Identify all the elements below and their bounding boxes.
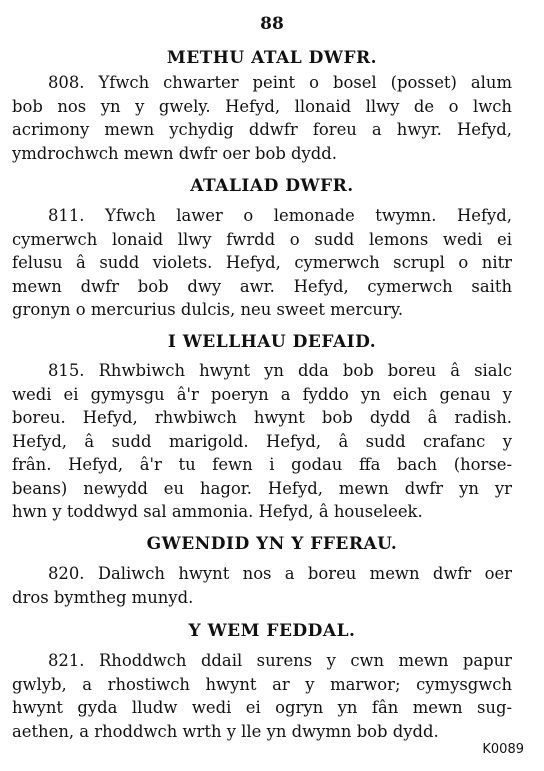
paragraph-821 (12, 649, 512, 743)
paragraph-808 (12, 71, 512, 165)
section-heading-gwendid-yn-y-fferau: GWENDID YN Y FFERAU. (146, 534, 398, 554)
paragraph-line: cymerwch lonaid llwy fwrdd o sudd lemons wedi ei (12, 229, 512, 249)
paragraph-line: boreu. Hefyd, rhwbiwch hwynt bob dydd â radish. (12, 408, 512, 427)
paragraph-line: 808. Yfwch chwarter peint o bosel (posset) alum (48, 73, 512, 92)
section-heading-i-wellhau-defaid: I WELLHAU DEFAID. (167, 332, 377, 352)
paragraph-815 (12, 359, 512, 524)
paragraph-line: mewn dwfr bob dwy awr. Hefyd, cymerwch saith (12, 276, 512, 296)
paragraph-811 (12, 204, 512, 322)
paragraph-line: 820. Daliwch hwynt nos a boreu mewn dwfr oer (48, 564, 512, 583)
paragraph-line: 815. Rhwbiwch hwynt yn dda bob boreu â sialc (48, 361, 512, 380)
paragraph-line: wedi ei gymysgu â'r poeryn a fyddo yn eich genau y (12, 384, 512, 404)
paragraph-820 (12, 562, 512, 609)
paragraph-line: gwlyb, a rhostiwch hwynt ar y marwor; cymysgwch (12, 674, 512, 694)
paragraph-line: Hefyd, â sudd marigold. Hefyd, â sudd crafanc y (12, 431, 512, 451)
section-heading-ataliad-dwfr: ATALIAD DWFR. (190, 176, 354, 196)
paragraph-line: acrimony mewn ychydig ddwfr foreu a hwyr. Hefyd, (12, 120, 512, 139)
paragraph-line: bob nos yn y gwely. Hefyd, llonaid llwy de o lwch (12, 96, 512, 116)
paragraph-line: aethen, a rhoddwch wrth y lle yn dwymn bob dydd. (12, 721, 439, 741)
paragraph-line: hwn y toddwyd sal ammonia. Hefyd, â houseleek. (12, 502, 423, 521)
paragraph-line: gronyn o mercurius dulcis, neu sweet mercury. (12, 300, 404, 319)
paragraph-line: frân. Hefyd, â'r tu fewn i godau ffa bach (horse- (12, 455, 512, 474)
catalog-code: K0089 (482, 742, 524, 757)
paragraph-line: 821. Rhoddwch ddail surens y cwn mewn papur (48, 651, 512, 670)
paragraph-line: hwynt gyda lludw wedi ei ogryn yn fân mewn sug- (12, 698, 512, 717)
paragraph-line: beans) newydd eu hagor. Hefyd, mewn dwfr yn yr (12, 478, 512, 498)
paragraph-line: 811. Yfwch lawer o lemonade twymn. Hefyd, (48, 206, 512, 225)
paragraph-line: felusu â sudd violets. Hefyd, cymerwch scrupl o nitr (12, 253, 512, 272)
section-heading-methu-atal-dwfr: METHU ATAL DWFR. (166, 48, 378, 68)
section-heading-y-wem-feddal: Y WEM FEDDAL. (188, 621, 356, 641)
page-number: 88 (260, 14, 284, 34)
paragraph-line: dros bymtheg munyd. (12, 587, 194, 607)
paragraph-line: ymdrochwch mewn dwfr oer bob dydd. (12, 143, 338, 163)
